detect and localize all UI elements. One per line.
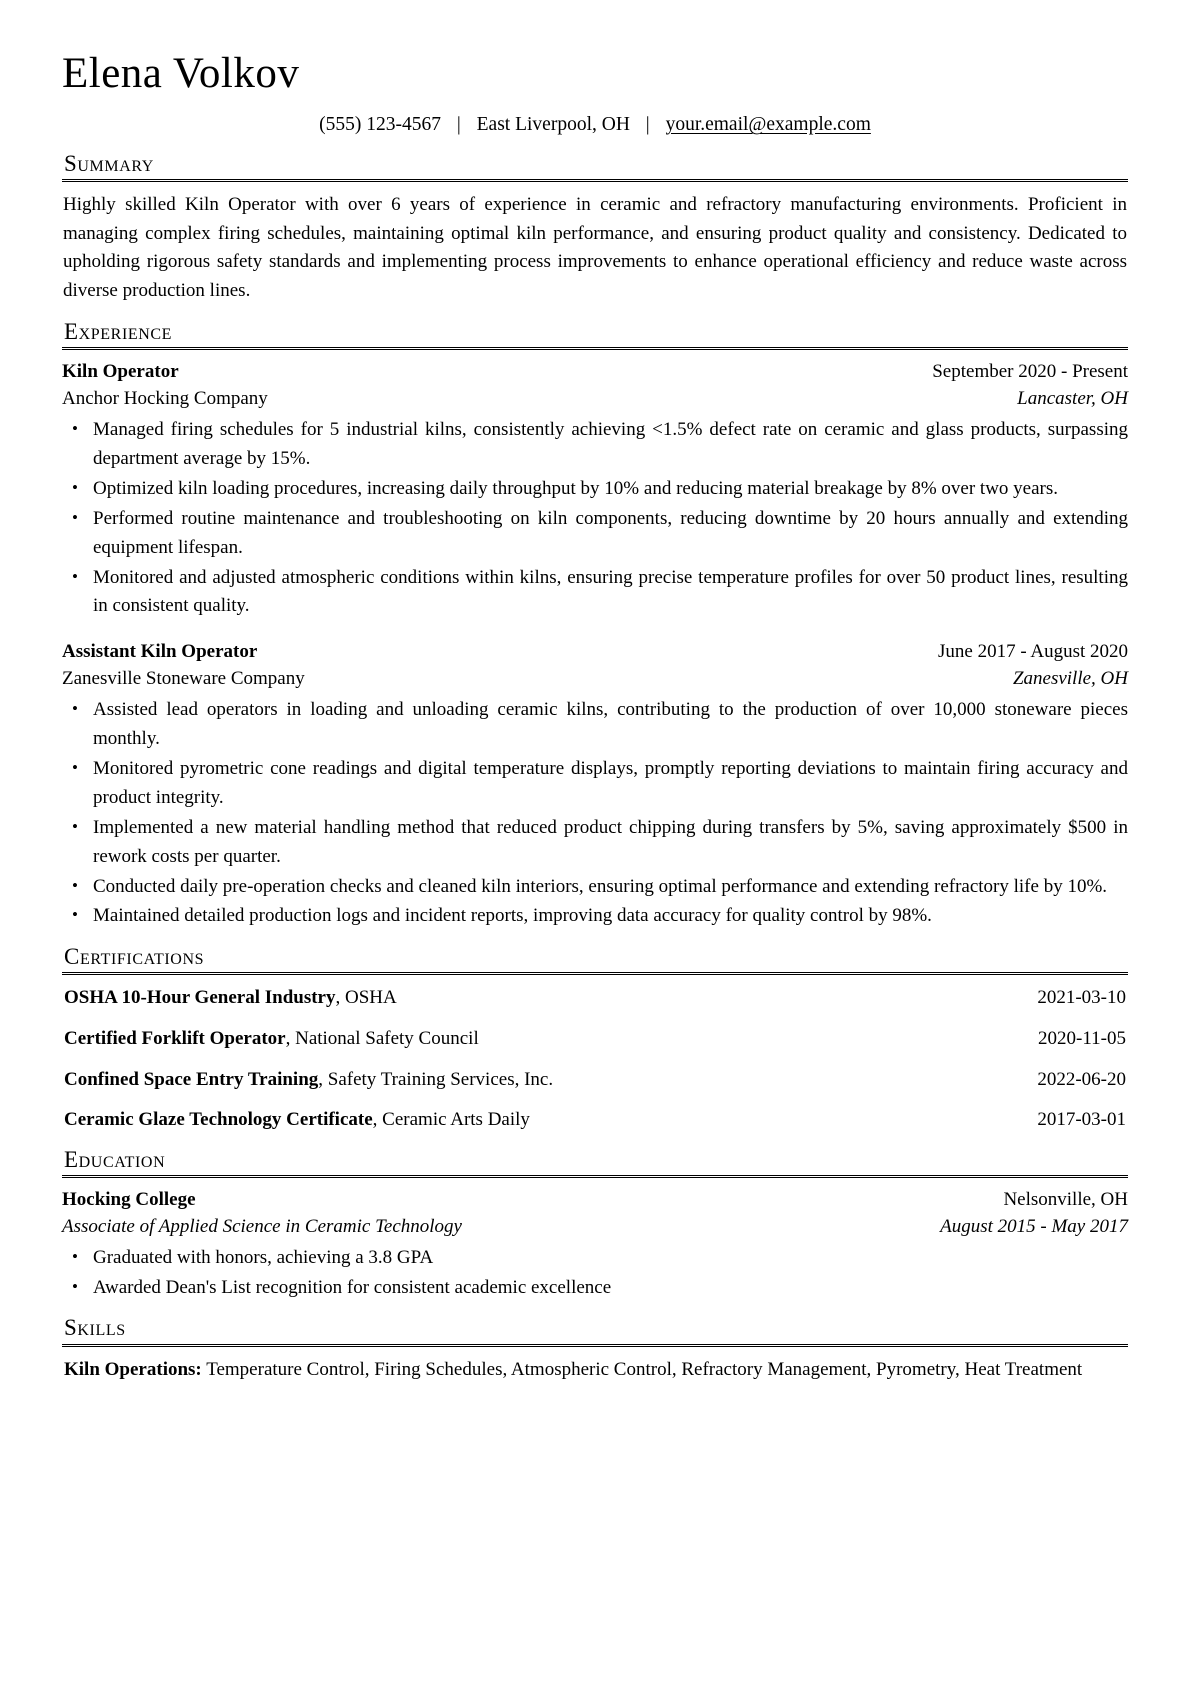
- job-location: Lancaster, OH: [1017, 388, 1128, 410]
- school-location: Nelsonville, OH: [1003, 1188, 1128, 1210]
- certification-issuer: Ceramic Arts Daily: [382, 1109, 530, 1131]
- section-rule: [62, 972, 1128, 975]
- certification-issuer: National Safety Council: [295, 1027, 479, 1049]
- section-title-certifications: Certifications: [64, 944, 205, 970]
- list-item: • Optimized kiln loading procedures, increasing daily throughput by 10% and reducing material breakage by 8% over two years.: [62, 475, 1128, 504]
- contact-phone: (555) 123-4567: [319, 114, 441, 136]
- job-title: Kiln Operator: [62, 361, 179, 383]
- list-item: • Awarded Dean's List recognition for consistent academic excellence: [62, 1274, 1128, 1303]
- certification-date: 2020-11-05: [1038, 1027, 1126, 1049]
- certification-label: Confined Space Entry Training, Safety Training Services, Inc.: [64, 1068, 554, 1090]
- certification-issuer: Safety Training Services, Inc.: [327, 1068, 554, 1090]
- job-dates: September 2020 - Present: [932, 361, 1128, 383]
- experience-entry-top: [62, 639, 1128, 666]
- certification-date: 2017-03-01: [1037, 1109, 1126, 1131]
- contact-separator: |: [645, 114, 650, 136]
- experience-entry-sub: [62, 386, 1128, 413]
- section-title-summary: Summary: [64, 150, 154, 176]
- experience-entry: [62, 359, 1128, 621]
- job-company: Zanesville Stoneware Company: [62, 668, 305, 690]
- section-education: [62, 1148, 1128, 1303]
- section-skills: [62, 1316, 1128, 1384]
- education-entry: [62, 1187, 1128, 1303]
- list-item: • Assisted lead operators in loading and unloading ceramic kilns, contributing to the production of over 10,000 stoneware pieces monthly.: [62, 696, 1128, 754]
- summary-text: Highly skilled Kiln Operator with over 6 years of experience in ceramic and refractory manufacturing environments. Proficient in managing complex firing schedules, maintaining optimal kiln performance, and ensuring product quality and consistency. Dedicated to upholding rigorous safety standards and implementing process improvements to enhance operational efficiency and reduce waste across diverse production lines.: [63, 193, 1127, 302]
- contact-email-link[interactable]: your.email@example.com: [665, 114, 871, 136]
- education-bullet-list: [62, 1244, 1128, 1303]
- degree-name: Associate of Applied Science in Ceramic Technology: [62, 1215, 462, 1237]
- section-rule: [62, 347, 1128, 350]
- certification-row: [62, 1025, 1128, 1053]
- list-item: • Conducted daily pre-operation checks and cleaned kiln interiors, ensuring optimal performance and extending refractory life by 10%.: [62, 873, 1128, 902]
- certification-row: [62, 1066, 1128, 1094]
- contact-line: [62, 112, 1128, 137]
- certification-date: 2022-06-20: [1037, 1068, 1126, 1090]
- resume-header: [62, 50, 1128, 138]
- skill-line: [62, 1356, 1128, 1385]
- job-dates: June 2017 - August 2020: [938, 641, 1128, 663]
- job-bullet-list: [62, 696, 1128, 931]
- section-title-skills: Skills: [64, 1315, 126, 1341]
- job-bullet-list: [62, 416, 1128, 621]
- section-summary: [62, 152, 1128, 307]
- education-entry-top: [62, 1187, 1128, 1214]
- certification-name: Ceramic Glaze Technology Certificate: [64, 1109, 373, 1131]
- certification-label: Ceramic Glaze Technology Certificate, Ceramic Arts Daily: [64, 1109, 530, 1131]
- certification-name: Certified Forklift Operator: [64, 1027, 286, 1049]
- section-experience: [62, 320, 1128, 931]
- list-item: • Monitored and adjusted atmospheric conditions within kilns, ensuring precise temperature profiles for over 50 product lines, resulting in consistent quality.: [62, 564, 1128, 622]
- list-item: • Managed firing schedules for 5 industrial kilns, consistently achieving <1.5% defect rate on ceramic and glass products, surpassing department average by 15%.: [62, 416, 1128, 474]
- list-item: • Maintained detailed production logs and incident reports, improving data accuracy for quality control by 98%.: [62, 902, 1128, 931]
- experience-entry-top: [62, 359, 1128, 386]
- contact-location: East Liverpool, OH: [476, 114, 630, 136]
- list-item: • Performed routine maintenance and troubleshooting on kiln components, reducing downtime by 20 hours annually and extending equipment lifespan.: [62, 505, 1128, 563]
- certification-name: OSHA 10-Hour General Industry: [64, 987, 336, 1009]
- job-title: Assistant Kiln Operator: [62, 641, 258, 663]
- certification-date: 2021-03-10: [1037, 987, 1126, 1009]
- candidate-name: Elena Volkov: [62, 50, 300, 97]
- education-dates: August 2015 - May 2017: [940, 1215, 1128, 1237]
- certification-issuer: OSHA: [344, 987, 397, 1009]
- section-rule: [62, 1175, 1128, 1178]
- skill-category: Kiln Operations:: [64, 1358, 202, 1380]
- list-item: • Graduated with honors, achieving a 3.8 GPA: [62, 1244, 1128, 1273]
- job-location: Zanesville, OH: [1012, 668, 1128, 690]
- certification-label: OSHA 10-Hour General Industry, OSHA: [64, 987, 397, 1009]
- education-entry-sub: [62, 1214, 1128, 1241]
- section-certifications: [62, 945, 1128, 1133]
- job-company: Anchor Hocking Company: [62, 388, 268, 410]
- experience-entry: [62, 639, 1128, 931]
- contact-separator: |: [456, 114, 461, 136]
- list-item: • Monitored pyrometric cone readings and digital temperature displays, promptly reporting deviations to maintain firing accuracy and product integrity.: [62, 755, 1128, 813]
- certification-row: [62, 1106, 1128, 1134]
- section-title-experience: Experience: [64, 319, 173, 345]
- experience-entry-sub: [62, 666, 1128, 693]
- school-name: Hocking College: [62, 1188, 196, 1210]
- certification-row: [62, 984, 1128, 1012]
- certification-name: Confined Space Entry Training: [64, 1068, 319, 1090]
- list-item: • Implemented a new material handling method that reduced product chipping during transfers by 5%, saving approximately $500 in rework costs per quarter.: [62, 814, 1128, 872]
- section-title-education: Education: [64, 1146, 166, 1172]
- certification-label: Certified Forklift Operator, National Safety Council: [64, 1027, 479, 1049]
- skill-items: Temperature Control, Firing Schedules, Atmospheric Control, Refractory Management, Pyrometry, Heat Treatment: [206, 1358, 1083, 1380]
- section-rule: [62, 179, 1128, 182]
- section-rule: [62, 1344, 1128, 1347]
